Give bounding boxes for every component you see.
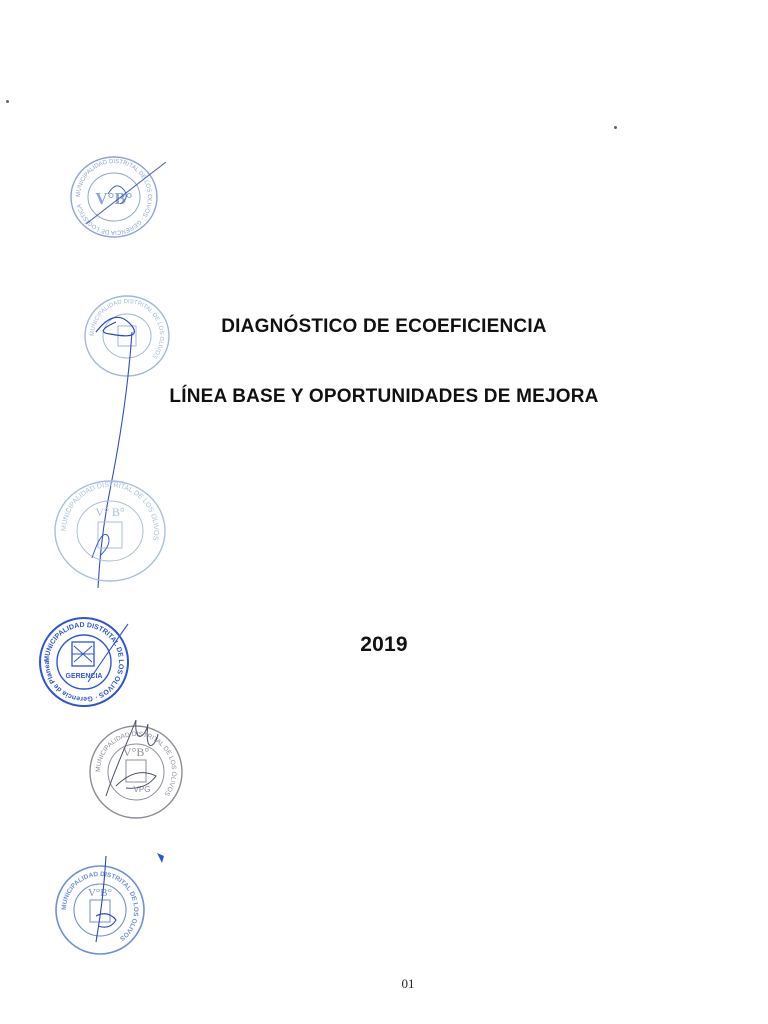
document-year: 2019	[360, 633, 408, 656]
scan-speck	[6, 100, 9, 103]
page-number: 01	[401, 976, 415, 991]
seal-4	[34, 611, 130, 708]
approval-stamp-4	[34, 611, 130, 708]
seal-5-bottom-text: VPG	[133, 785, 151, 794]
ink-mark	[156, 852, 166, 864]
document-title-line-1: DIAGNÓSTICO DE ECOEFICIENCIA	[221, 316, 547, 337]
seal-1	[68, 154, 160, 240]
document-title-line-2: LÍNEA BASE Y OPORTUNIDADES DE MEJORA	[169, 386, 599, 407]
seal-3-center-text: V° B°	[95, 505, 125, 519]
approval-stamp-5	[86, 716, 186, 820]
approval-stamp-1	[68, 154, 160, 240]
seal-5-ring-text: MUNICIPALIDAD DISTRITAL DE LOS OLIVOS	[94, 730, 178, 797]
seal-1-center-text: V°B°	[95, 189, 133, 208]
seal-4-ring-text: MUNICIPALIDAD DISTRITAL DE LOS OLIVOS · Gerencia de Planeamiento y Presupuesto	[34, 611, 125, 703]
approval-stamp-3	[52, 478, 168, 584]
seal-6-center-text: V°B°	[87, 887, 113, 899]
approval-stamp-6	[52, 856, 148, 956]
svg-text:MUNICIPALIDAD DISTRITAL DE LOS	[61, 871, 139, 942]
seal-3	[52, 478, 168, 584]
scan-speck	[614, 126, 617, 129]
seal-5	[86, 716, 186, 820]
seal-4-center-text: GERENCIA	[65, 673, 103, 680]
seal-6	[52, 856, 148, 956]
seal-2-ring-text: MUNICIPALIDAD DISTRITAL DE LOS OLIVOS	[89, 298, 165, 360]
seal-3-ring-text: MUNICIPALIDAD DISTRITAL DE LOS OLIVOS	[60, 481, 160, 541]
seal-6-ring-text: MUNICIPALIDAD DISTRITAL DE LOS OLIVOS	[60, 870, 140, 942]
seal-1-ring-text: MUNICIPALIDAD DISTRITAL DE LOS OLIVOS · GERENCIA DE LOGÍSTICA	[75, 158, 153, 236]
seal-5-center-text: V°B°	[122, 745, 150, 759]
